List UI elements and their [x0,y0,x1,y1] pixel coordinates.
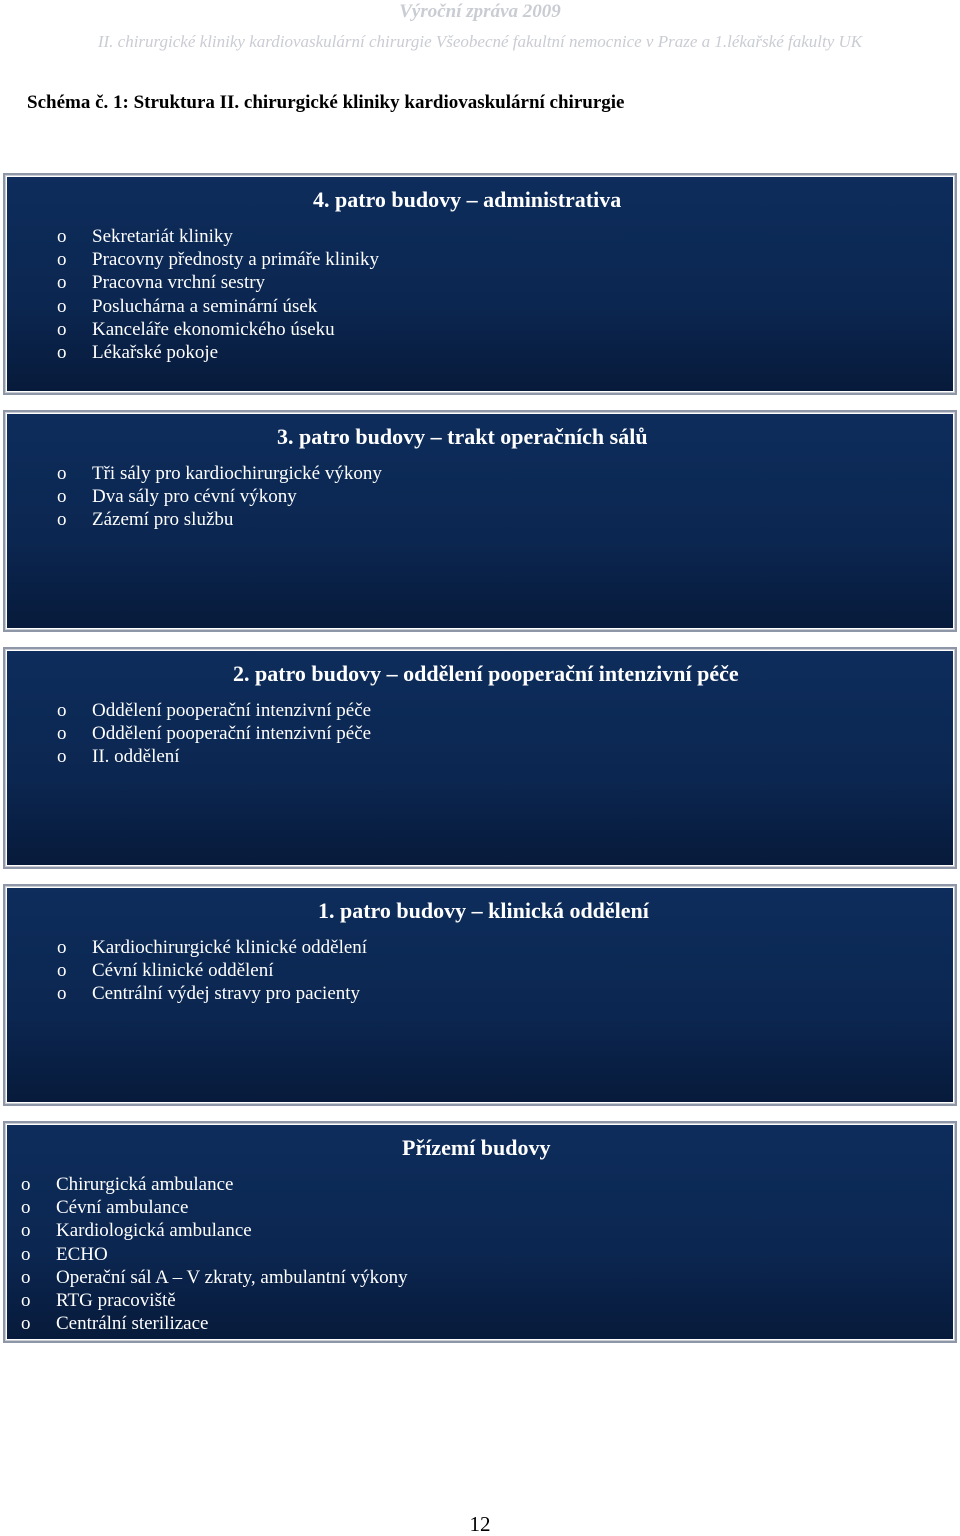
ground-floor-list [21,1173,408,1335]
bullet-icon: o [21,1290,31,1312]
list-item: o Pracovny přednosty a primáře kliniky [57,249,380,271]
list-item: o ECHO [21,1243,108,1265]
list-item: o Zázemí pro službu [57,509,234,531]
list-item: o Tři sály pro kardiochirurgické výkony [57,463,382,484]
bullet-icon: o [21,1266,31,1288]
bullet-icon: o [57,272,67,294]
ground-floor-panel [3,1121,957,1343]
floor-2-title: 2. patro budovy – oddělení pooperační intenzivní péče [233,661,739,686]
list-item: o Chirurgická ambulance [21,1174,234,1195]
bullet-icon: o [57,295,67,317]
floor-1-list [57,936,367,1006]
floor-4-panel [3,173,957,395]
schema-title: Schéma č. 1: Struktura II. chirurgické kliniky kardiovaskulární chirurgie [27,92,625,113]
floor-2-panel [3,647,957,869]
bullet-icon: o [21,1220,31,1242]
floor-3-list [57,462,382,532]
floor-1-panel [3,884,957,1106]
list-item: o II. oddělení [57,746,180,768]
bullet-icon: o [57,342,67,364]
page-number: 12 [469,1512,491,1536]
report-subtitle: II. chirurgické kliniky kardiovaskulární chirurgie Všeobecné fakultní nemocnice v Praze a 1.lékařské fakulty UK [97,32,863,51]
bullet-icon: o [57,960,67,982]
bullet-icon: o [57,700,67,721]
bullet-icon: o [57,226,67,247]
bullet-icon: o [21,1313,31,1335]
bullet-icon: o [57,937,67,958]
list-item: o Kardiochirurgické klinické oddělení [57,937,368,958]
floor-4-title: 4. patro budovy – administrativa [313,187,622,212]
list-item: o Kardiologická ambulance [21,1220,252,1242]
list-item: o RTG pracoviště [21,1290,176,1312]
floor-4-list [57,225,379,364]
floor-3-panel [3,410,957,632]
bullet-icon: o [21,1174,31,1195]
bullet-icon: o [57,983,67,1005]
bullet-icon: o [57,486,67,508]
list-item: o Cévní klinické oddělení [57,960,274,982]
list-item: o Dva sály pro cévní výkony [57,486,297,508]
list-item: o Posluchárna a seminární úsek [57,295,318,317]
bullet-icon: o [57,723,67,745]
list-item: o Lékařské pokoje [57,342,219,364]
list-item: o Sekretariát kliniky [57,226,233,247]
list-item: o Kanceláře ekonomického úseku [57,318,335,340]
floor-3-title: 3. patro budovy – trakt operačních sálů [277,424,648,449]
list-item: o Operační sál A – V zkraty, ambulantní výkony [21,1266,408,1288]
list-item: o Oddělení pooperační intenzivní péče [57,723,372,745]
bullet-icon: o [57,249,67,271]
ground-floor-title: Přízemí budovy [402,1135,551,1160]
list-item: o Oddělení pooperační intenzivní péče [57,700,372,721]
bullet-icon: o [57,746,67,768]
floor-2-list [57,699,371,769]
bullet-icon: o [21,1243,31,1265]
floor-1-title: 1. patro budovy – klinická oddělení [318,898,649,923]
bullet-icon: o [57,509,67,531]
bullet-icon: o [21,1197,31,1219]
bullet-icon: o [57,318,67,340]
list-item: o Centrální výdej stravy pro pacienty [57,983,361,1005]
report-title: Výroční zpráva 2009 [399,1,561,22]
list-item: o Pracovna vrchní sestry [57,272,266,294]
bullet-icon: o [57,463,67,484]
list-item: o Centrální sterilizace [21,1313,209,1335]
list-item: o Cévní ambulance [21,1197,189,1219]
